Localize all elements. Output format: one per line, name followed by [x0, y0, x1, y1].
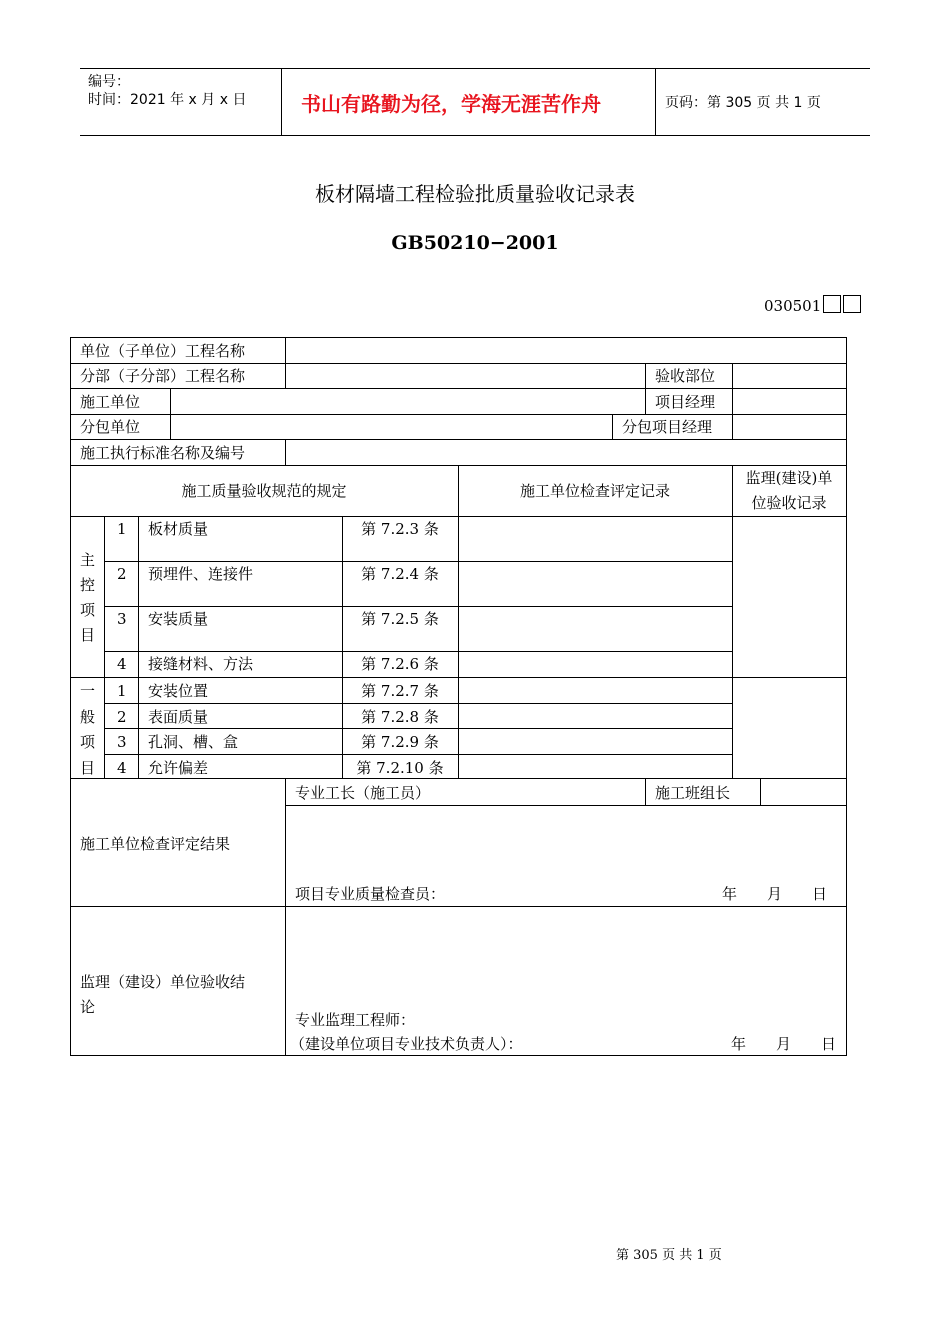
general-items-label-char: 项 [80, 733, 96, 751]
construction-result-label: 施工单位检查评定结果 [80, 835, 231, 853]
acceptance-part-label: 验收部位 [655, 367, 716, 385]
general-items-label-char: 目 [80, 759, 96, 777]
item-clause: 第 7.2.6 条 [361, 655, 439, 673]
time-label: 时间：2021 年 x 月 x 日 [88, 92, 247, 108]
supervision-conclusion-label-line2: 论 [80, 998, 96, 1016]
page-info: 页码：第 305 页 共 1 页 [665, 95, 821, 111]
item-clause: 第 7.2.9 条 [361, 733, 439, 751]
main-items-label-char: 主 [80, 551, 96, 569]
item-clause: 第 7.2.10 条 [356, 759, 444, 777]
page-footer: 第 305 页 共 1 页 [616, 1248, 722, 1263]
item-number: 3 [117, 733, 127, 751]
supervision-date: 年 月 日 [731, 1035, 837, 1053]
item-name: 孔洞、槽、盒 [148, 733, 239, 751]
foreman-label: 专业工长（施工员） [295, 784, 431, 802]
supervision-conclusion-label-line1: 监理（建设）单位验收结 [80, 973, 246, 991]
main-items-label-char: 目 [80, 626, 96, 644]
project-name-label: 单位（子单位）工程名称 [80, 342, 246, 360]
inspector-date: 年 月 日 [722, 885, 828, 903]
item-clause: 第 7.2.3 条 [361, 520, 439, 538]
item-clause: 第 7.2.8 条 [361, 708, 439, 726]
sub-project-manager-label: 分包项目经理 [622, 418, 713, 436]
owner-representative-label: （建设单位项目专业技术负责人）： [290, 1035, 523, 1053]
quality-inspector-label: 项目专业质量检查员： [295, 885, 446, 903]
code-checkbox-2 [843, 295, 861, 313]
main-items-label-char: 项 [80, 601, 96, 619]
main-items-label-char: 控 [80, 576, 96, 594]
spec-column-header: 施工质量验收规范的规定 [181, 482, 347, 500]
item-clause: 第 7.2.5 条 [361, 610, 439, 628]
standard-name-label: 施工执行标准名称及编号 [80, 444, 246, 462]
item-name: 安装位置 [148, 682, 209, 700]
document-title: 板材隔墙工程检验批质量验收记录表 [315, 182, 635, 206]
inspection-record-column-header: 施工单位检查评定记录 [519, 482, 670, 500]
form-code [764, 295, 861, 315]
item-number: 2 [117, 708, 127, 726]
item-name: 预埋件、连接件 [148, 565, 254, 583]
supervising-engineer-label: 专业监理工程师： [295, 1011, 416, 1029]
item-number: 4 [117, 759, 127, 777]
item-name: 安装质量 [148, 610, 209, 628]
item-number: 1 [117, 520, 127, 538]
supervision-column-header-line2: 位验收记录 [751, 494, 827, 512]
form-code-number: 030501 [764, 297, 822, 315]
standard-code: GB50210−2001 [391, 232, 559, 254]
item-clause: 第 7.2.7 条 [361, 682, 439, 700]
item-name: 允许偏差 [148, 759, 209, 777]
supervision-column-header-line1: 监理(建设)单 [745, 469, 833, 487]
item-clause: 第 7.2.4 条 [361, 565, 439, 583]
item-number: 4 [117, 655, 127, 673]
item-name: 板材质量 [148, 520, 209, 538]
project-manager-label: 项目经理 [655, 393, 716, 411]
subcontractor-label: 分包单位 [80, 418, 141, 436]
sub-project-name-label: 分部（子分部）工程名称 [80, 367, 246, 385]
item-number: 3 [117, 610, 127, 628]
general-items-label-char: 一 [80, 682, 96, 700]
item-number: 1 [117, 682, 127, 700]
item-name: 表面质量 [148, 708, 209, 726]
construction-unit-label: 施工单位 [80, 393, 141, 411]
serial-label: 编号： [88, 74, 130, 90]
general-items-label-char: 般 [80, 708, 96, 726]
motto: 书山有路勤为径，学海无涯苦作舟 [301, 92, 601, 116]
item-name: 接缝材料、方法 [148, 655, 254, 673]
code-checkbox-1 [823, 295, 841, 313]
team-leader-label: 施工班组长 [655, 784, 731, 802]
item-number: 2 [117, 565, 127, 583]
